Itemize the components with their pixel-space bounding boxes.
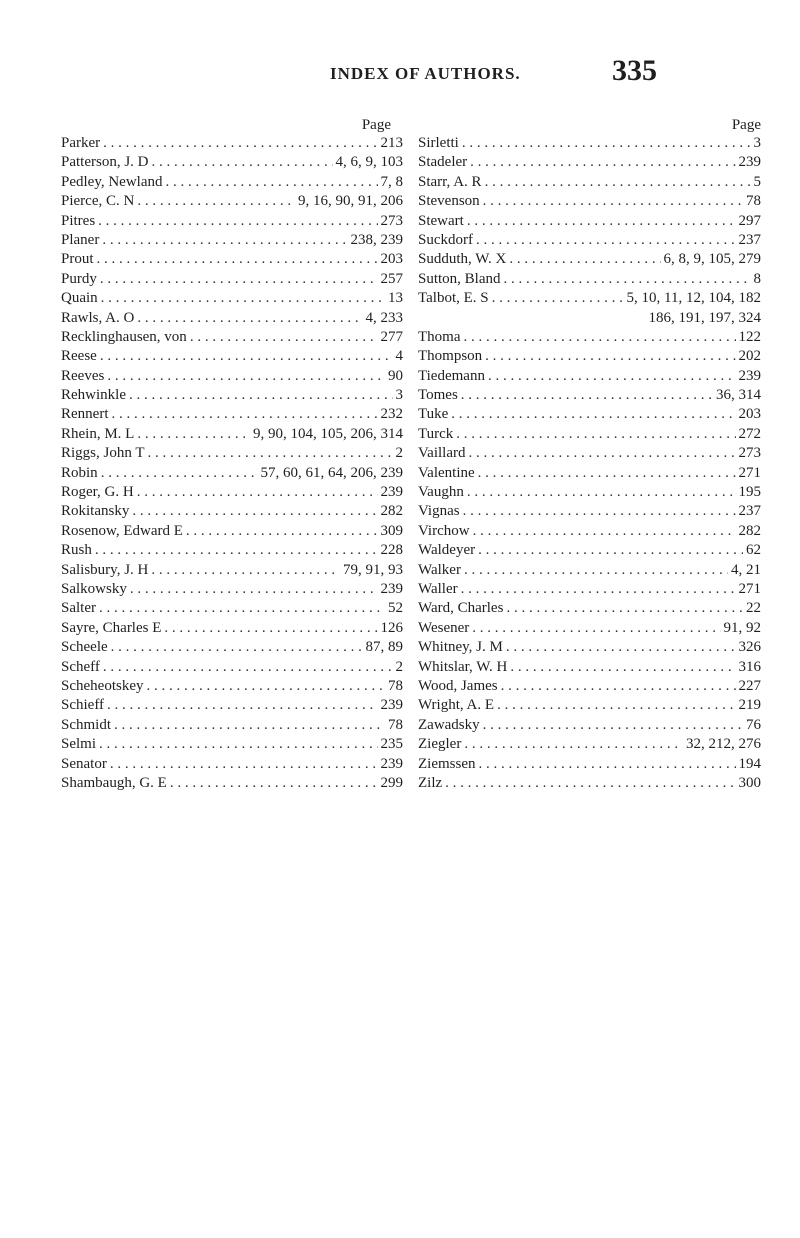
page-references: 7, 8 <box>380 173 403 190</box>
page-references: 78 <box>388 677 403 694</box>
author-name: Recklinghausen, von <box>61 328 187 345</box>
dot-leader <box>152 153 333 172</box>
author-name: Sudduth, W. X <box>418 251 507 268</box>
dot-leader <box>137 425 250 444</box>
page-references: 4, 233 <box>365 309 403 326</box>
author-name: Scheff <box>61 658 100 675</box>
page-references: 326 <box>738 639 761 656</box>
page-references: 32, 212, 276 <box>686 736 761 753</box>
dot-leader <box>463 502 736 521</box>
page-references: 91, 92 <box>723 619 761 636</box>
dot-leader <box>478 541 743 560</box>
index-entry <box>61 347 403 366</box>
author-name: Roger, G. H <box>61 484 134 501</box>
page-references: 78 <box>388 716 403 733</box>
dot-leader <box>464 328 736 347</box>
index-entry <box>61 464 403 483</box>
dot-leader <box>483 192 743 211</box>
index-entry <box>61 328 403 347</box>
page-references: 194 <box>738 755 761 772</box>
page-references: 232 <box>380 406 403 423</box>
index-entry <box>418 658 761 677</box>
page-references: 273 <box>380 212 403 229</box>
author-name: Ward, Charles <box>418 600 504 617</box>
author-name: Rennert <box>61 406 109 423</box>
page-references: 203 <box>380 251 403 268</box>
index-entry <box>61 386 403 405</box>
page-references: 87, 89 <box>365 639 403 656</box>
index-entry <box>418 134 761 153</box>
index-entry <box>61 134 403 153</box>
author-name: Schieff <box>61 697 105 714</box>
author-name: Valentine <box>418 464 475 481</box>
author-name: Ziemssen <box>418 755 476 772</box>
dot-leader <box>462 134 751 153</box>
dot-leader <box>478 464 736 483</box>
author-name: Purdy <box>61 270 97 287</box>
author-name: Waller <box>418 580 458 597</box>
page-references: 277 <box>380 328 403 345</box>
index-entry <box>61 541 403 560</box>
index-entry <box>418 270 761 289</box>
dot-leader <box>170 774 378 793</box>
dot-leader <box>111 638 363 657</box>
author-name: Vaughn <box>418 484 464 501</box>
page-references: 4 <box>395 348 403 365</box>
page-header <box>0 54 800 87</box>
index-entry <box>418 367 761 386</box>
author-name: Wood, James <box>418 677 498 694</box>
index-entry <box>61 774 403 793</box>
dot-leader <box>186 522 378 541</box>
author-name: Wright, A. E <box>418 697 495 714</box>
author-name: Scheele <box>61 639 108 656</box>
page-references: 300 <box>738 774 761 791</box>
dot-leader <box>98 212 377 231</box>
dot-leader <box>130 580 378 599</box>
author-name: Pedley, Newland <box>61 173 163 190</box>
dot-leader <box>103 658 393 677</box>
page-references: 4, 6, 9, 103 <box>335 154 403 171</box>
dot-leader <box>164 619 377 638</box>
page-references: 238, 239 <box>350 231 403 248</box>
index-entry <box>418 716 761 735</box>
index-entry <box>418 580 761 599</box>
page-references: 282 <box>380 503 403 520</box>
index-entry <box>61 444 403 463</box>
author-name: Stevenson <box>418 193 480 210</box>
dot-leader <box>451 405 735 424</box>
index-entry <box>61 309 403 328</box>
index-entry <box>61 638 403 657</box>
index-entry <box>418 619 761 638</box>
page-references: 57, 60, 61, 64, 206, 239 <box>260 464 403 481</box>
author-name: Walker <box>418 561 461 578</box>
index-entry <box>418 444 761 463</box>
page-references: 2 <box>395 658 403 675</box>
page-references: 239 <box>738 154 761 171</box>
author-name: Quain <box>61 290 98 307</box>
index-entry <box>61 231 403 250</box>
author-name: Zawadsky <box>418 716 480 733</box>
author-name: Salisbury, J. H <box>61 561 149 578</box>
dot-leader <box>148 444 393 463</box>
author-name: Planer <box>61 231 100 248</box>
author-name: Reese <box>61 348 97 365</box>
author-name: Ziegler <box>418 736 462 753</box>
page-references: 22 <box>746 600 761 617</box>
page-references: 316 <box>738 658 761 675</box>
page-column-heading: Page <box>361 117 391 133</box>
page-references: 272 <box>738 425 761 442</box>
index-entry <box>418 347 761 366</box>
index-entry <box>418 173 761 192</box>
index-entry <box>418 212 761 231</box>
dot-leader <box>497 696 735 715</box>
page-references: 297 <box>738 212 761 229</box>
page-references: 219 <box>738 697 761 714</box>
author-name: Sayre, Charles E <box>61 619 162 636</box>
dot-leader <box>483 716 743 735</box>
index-entry <box>418 599 761 618</box>
page-references: 78 <box>746 193 761 210</box>
dot-leader <box>100 270 378 289</box>
index-entry <box>418 192 761 211</box>
author-name: Rosenow, Edward E <box>61 522 183 539</box>
page-references: 9, 16, 90, 91, 206 <box>298 193 403 210</box>
page-references: 195 <box>738 484 761 501</box>
author-name: Rush <box>61 542 92 559</box>
index-entry <box>418 638 761 657</box>
page-references: 299 <box>380 774 403 791</box>
dot-leader <box>461 386 713 405</box>
page-references: 228 <box>380 542 403 559</box>
page-references: 203 <box>738 406 761 423</box>
dot-leader <box>114 716 385 735</box>
dot-leader <box>456 425 735 444</box>
dot-leader <box>151 561 340 580</box>
page-number: 335 <box>612 54 657 87</box>
author-name: Pitres <box>61 212 96 229</box>
index-entry <box>61 677 403 696</box>
author-name: Reeves <box>61 367 105 384</box>
index-entry <box>61 716 403 735</box>
author-name: Stadeler <box>418 154 468 171</box>
index-entry <box>418 696 761 715</box>
dot-leader <box>107 367 385 386</box>
author-name: Sutton, Bland <box>418 270 501 287</box>
author-name: Rehwinkle <box>61 387 126 404</box>
index-entry <box>61 173 403 192</box>
index-entry <box>61 502 403 521</box>
dot-leader <box>110 755 378 774</box>
dot-leader <box>464 735 683 754</box>
dot-leader <box>501 677 736 696</box>
dot-leader <box>506 599 743 618</box>
index-entry <box>418 250 761 269</box>
page-references: 213 <box>380 135 403 151</box>
page-references: 5 <box>753 173 761 190</box>
page-references-continued: 186, 191, 197, 324 <box>648 309 761 326</box>
page-references: 257 <box>380 270 403 287</box>
dot-leader <box>506 638 736 657</box>
author-name: Rhein, M. L <box>61 425 135 442</box>
author-name: Rokitansky <box>61 503 130 520</box>
dot-leader <box>479 755 736 774</box>
author-name: Whitslar, W. H <box>418 658 508 675</box>
author-name: Parker <box>61 135 101 151</box>
dot-leader <box>107 696 377 715</box>
page-references: 5, 10, 11, 12, 104, 182 <box>626 290 761 307</box>
page-references: 90 <box>388 367 403 384</box>
index-entry <box>61 367 403 386</box>
dot-leader <box>467 483 736 502</box>
page-references: 13 <box>388 290 403 307</box>
index-entry <box>418 483 761 502</box>
page-references: 282 <box>738 522 761 539</box>
dot-leader <box>137 483 378 502</box>
index-entry <box>61 212 403 231</box>
author-name: Riggs, John T <box>61 445 145 462</box>
dot-leader <box>461 580 736 599</box>
dot-leader <box>137 309 362 328</box>
page-references: 271 <box>738 580 761 597</box>
dot-leader <box>504 270 751 289</box>
index-entry <box>61 289 403 308</box>
dot-leader <box>509 250 660 269</box>
index-entry <box>418 735 761 754</box>
index-entry <box>61 755 403 774</box>
page-references: 202 <box>738 348 761 365</box>
dot-leader <box>473 522 736 541</box>
author-name: Thompson <box>418 348 483 365</box>
page-references: 239 <box>380 697 403 714</box>
author-name: Tomes <box>418 387 458 404</box>
entry-list <box>61 134 403 793</box>
page-references: 235 <box>380 736 403 753</box>
index-entry <box>61 250 403 269</box>
index-entry <box>61 561 403 580</box>
index-entry <box>418 153 761 172</box>
index-entry <box>61 619 403 638</box>
author-name: Scheheotskey <box>61 677 144 694</box>
page-column-heading: Page <box>731 117 761 133</box>
author-name: Thoma <box>418 328 461 345</box>
author-name: Tuke <box>418 406 449 423</box>
author-name: Talbot, E. S <box>418 290 489 307</box>
page-references: 309 <box>380 522 403 539</box>
author-name: Starr, A. R <box>418 173 482 190</box>
author-name: Prout <box>61 251 94 268</box>
dot-leader <box>95 541 378 560</box>
author-name: Salkowsky <box>61 580 127 597</box>
index-entry <box>418 464 761 483</box>
author-name: Vaillard <box>418 445 466 462</box>
index-entry <box>61 153 403 172</box>
page-references: 239 <box>380 484 403 501</box>
dot-leader <box>488 367 736 386</box>
page-references: 62 <box>746 542 761 559</box>
page-references: 273 <box>738 445 761 462</box>
index-column-left <box>61 116 403 793</box>
page-references: 271 <box>738 464 761 481</box>
author-name: Turck <box>418 425 454 442</box>
author-name: Pierce, C. N <box>61 193 135 210</box>
author-name: Shambaugh, G. E <box>61 774 167 791</box>
index-entry <box>418 289 761 308</box>
page-references: 79, 91, 93 <box>343 561 403 578</box>
author-name: Robin <box>61 464 98 481</box>
index-entry <box>61 658 403 677</box>
author-name: Tiedemann <box>418 367 485 384</box>
dot-leader <box>97 250 378 269</box>
author-name: Sirletti <box>418 135 459 151</box>
index-column-right <box>418 116 761 793</box>
index-entry <box>61 522 403 541</box>
author-name: Vignas <box>418 503 460 520</box>
author-name: Suckdorf <box>418 231 473 248</box>
author-name: Whitney, J. M <box>418 639 503 656</box>
page-references: 3 <box>753 135 761 151</box>
dot-leader <box>101 289 385 308</box>
page-references: 227 <box>738 677 761 694</box>
dot-leader <box>190 328 378 347</box>
dot-leader <box>99 599 385 618</box>
index-entry <box>61 735 403 754</box>
author-name: Virchow <box>418 522 470 539</box>
index-entry <box>61 270 403 289</box>
index-entry <box>418 522 761 541</box>
index-entry <box>418 502 761 521</box>
author-name: Stewart <box>418 212 464 229</box>
index-entry <box>418 231 761 250</box>
page-references: 8 <box>753 270 761 287</box>
dot-leader <box>129 386 393 405</box>
author-name: Zilz <box>418 774 443 791</box>
page-references: 3 <box>395 387 403 404</box>
author-name: Selmi <box>61 736 97 753</box>
index-entry <box>418 425 761 444</box>
dot-leader <box>102 231 347 250</box>
index-entry <box>61 696 403 715</box>
index-entry <box>61 405 403 424</box>
page-references: 76 <box>746 716 761 733</box>
page-references: 6, 8, 9, 105, 279 <box>663 251 761 268</box>
dot-leader <box>470 153 735 172</box>
dot-leader <box>146 677 385 696</box>
dot-leader <box>99 735 377 754</box>
page-references: 239 <box>380 580 403 597</box>
index-entry <box>418 755 761 774</box>
page-references: 237 <box>738 503 761 520</box>
index-entry <box>418 328 761 347</box>
dot-leader <box>492 289 624 308</box>
index-entry <box>61 192 403 211</box>
author-name: Rawls, A. O <box>61 309 135 326</box>
dot-leader <box>472 619 720 638</box>
index-entry <box>61 599 403 618</box>
index-entry <box>418 677 761 696</box>
dot-leader <box>468 444 735 463</box>
author-name: Patterson, J. D <box>61 154 149 171</box>
index-entry <box>418 541 761 560</box>
dot-leader <box>476 231 736 250</box>
index-entry <box>418 561 761 580</box>
dot-leader <box>132 502 377 521</box>
author-name: Salter <box>61 600 96 617</box>
dot-leader <box>100 347 393 366</box>
page-references: 126 <box>380 619 403 636</box>
dot-leader <box>467 212 736 231</box>
author-name: Senator <box>61 755 107 772</box>
dot-leader <box>510 658 735 677</box>
dot-leader <box>485 173 751 192</box>
dot-leader <box>464 561 728 580</box>
page-references: 9, 90, 104, 105, 206, 314 <box>253 425 403 442</box>
index-entry <box>418 774 761 793</box>
dot-leader <box>137 192 295 211</box>
dot-leader <box>166 173 378 192</box>
author-name: Waldeyer <box>418 542 476 559</box>
author-name: Wesener <box>418 619 470 636</box>
dot-leader <box>485 347 735 366</box>
page-references: 52 <box>388 600 403 617</box>
dot-leader <box>445 774 735 793</box>
index-entry <box>61 425 403 444</box>
page-references: 239 <box>738 367 761 384</box>
page-references: 36, 314 <box>716 387 761 404</box>
index-entry <box>61 580 403 599</box>
page-references: 239 <box>380 755 403 772</box>
page-references: 237 <box>738 231 761 248</box>
page-references: 122 <box>738 328 761 345</box>
index-entry <box>418 386 761 405</box>
dot-leader <box>103 134 377 153</box>
page-references: 4, 21 <box>731 561 761 578</box>
dot-leader <box>111 405 377 424</box>
author-name: Schmidt <box>61 716 112 733</box>
running-title: INDEX OF AUTHORS. <box>330 64 521 83</box>
dot-leader <box>101 464 258 483</box>
index-entry <box>418 405 761 424</box>
index-entry <box>61 483 403 502</box>
page-references: 2 <box>395 445 403 462</box>
entry-list <box>418 134 761 793</box>
